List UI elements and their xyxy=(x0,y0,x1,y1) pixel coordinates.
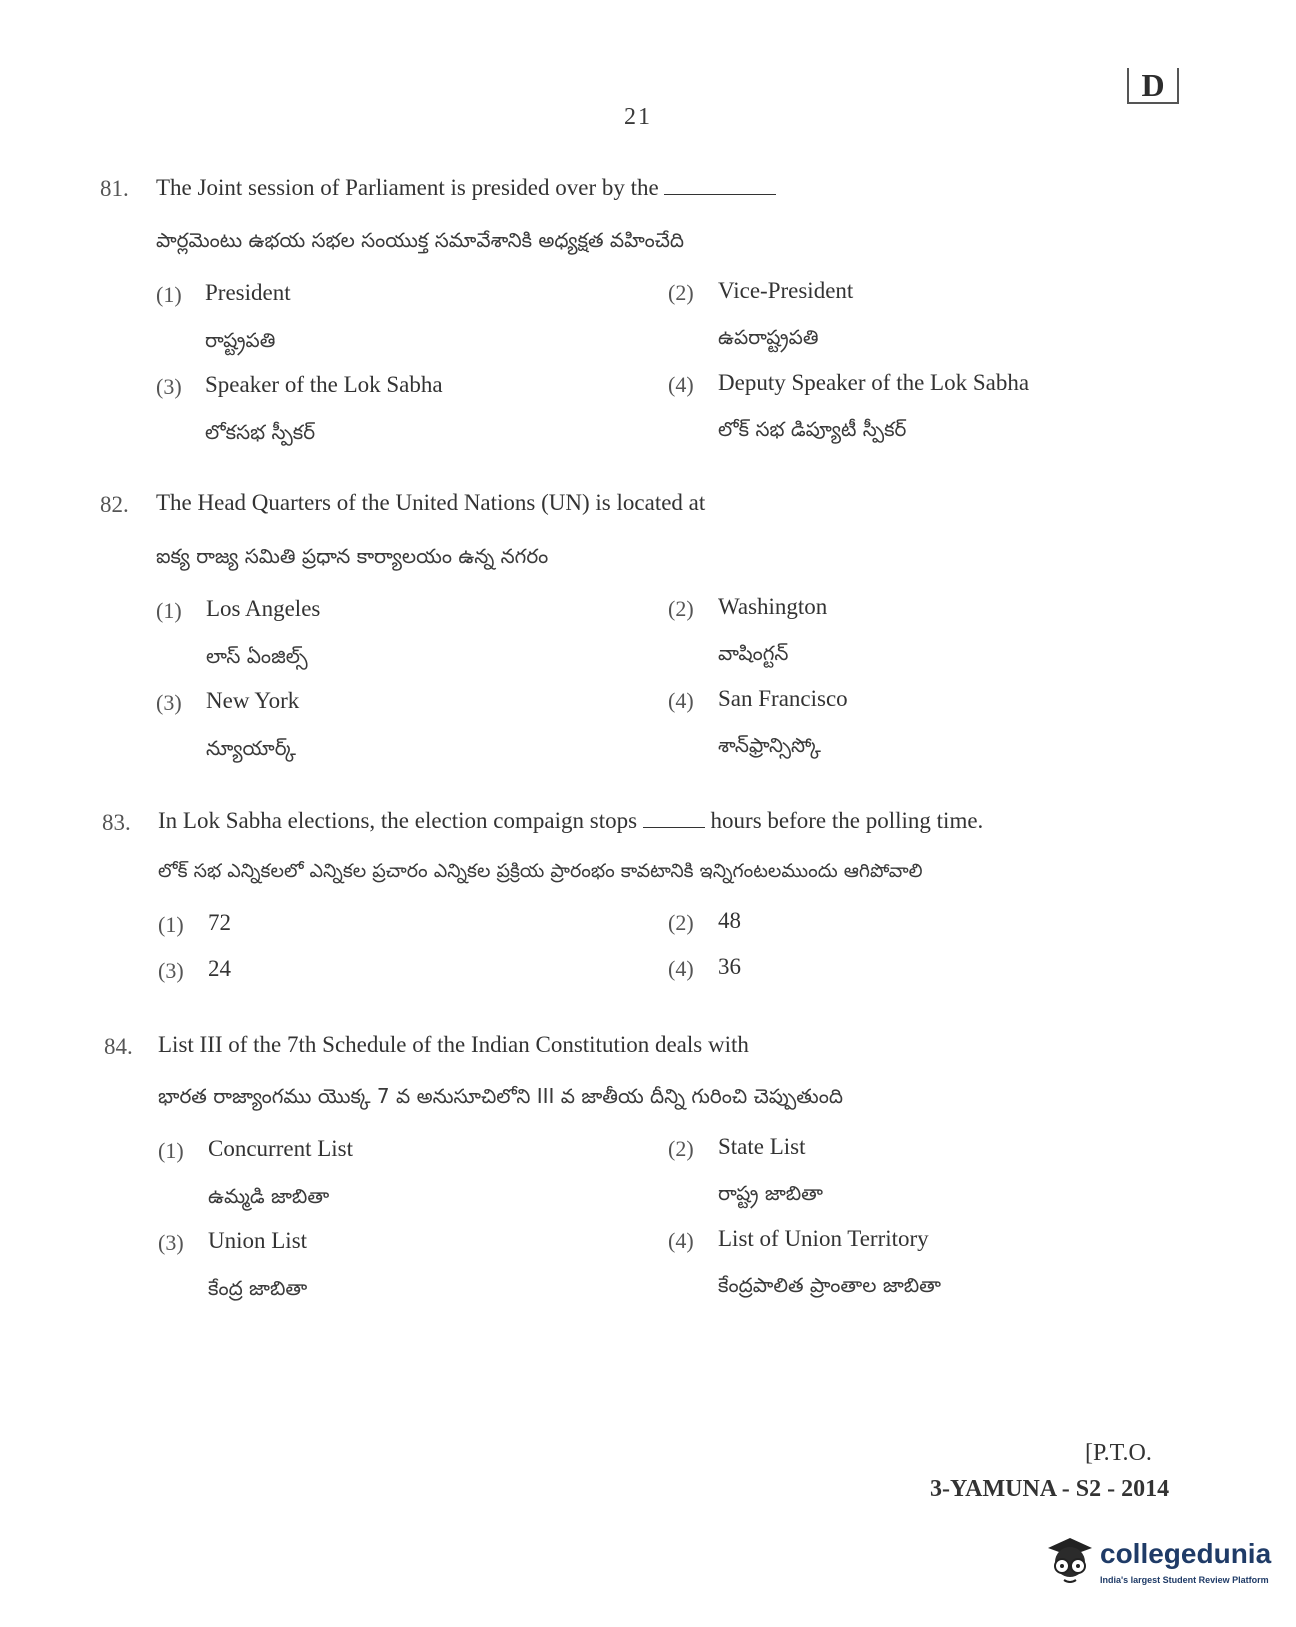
option-number: (1) xyxy=(158,1138,184,1163)
option-number: (2) xyxy=(668,1136,694,1161)
question-text: The Head Quarters of the United Nations (UN) is located at xyxy=(156,490,706,515)
pto-label: [P.T.O. xyxy=(1085,1440,1152,1466)
option-telugu: లాస్ ఏంజిల్స్ xyxy=(206,644,308,668)
question-text-part: hours before the polling time. xyxy=(710,808,984,833)
option-telugu: కేంద్రపాలిత ప్రాంతాల జాబితా xyxy=(718,1273,942,1297)
option-number: (3) xyxy=(156,690,182,715)
option-number: (4) xyxy=(668,688,694,713)
option-telugu: శాన్‌ఫ్రాన్సిస్కో xyxy=(718,733,821,757)
paper-series-code: 3-YAMUNA - S2 - 2014 xyxy=(930,1476,1170,1502)
option-telugu: రాష్ట్ర జాబితా xyxy=(718,1181,824,1205)
option-telugu: లోకసభ స్పీకర్ xyxy=(205,420,316,444)
option-number: (2) xyxy=(668,596,694,621)
option-number: (2) xyxy=(668,280,694,305)
option-number: (1) xyxy=(156,598,182,623)
option-text: 36 xyxy=(718,954,741,979)
option-text: Deputy Speaker of the Lok Sabha xyxy=(718,370,1030,395)
option-number: (1) xyxy=(156,282,182,307)
option-telugu: ఉపరాష్ట్రపతి xyxy=(718,325,819,349)
option-text: San Francisco xyxy=(718,686,848,711)
blank-line xyxy=(664,176,776,195)
option-telugu: లోక్ సభ డిప్యూటీ స్పీకర్ xyxy=(718,417,907,441)
page-number: 21 xyxy=(624,104,652,130)
question-text xyxy=(158,808,983,834)
question-text xyxy=(156,175,776,201)
option-number: (2) xyxy=(668,910,694,935)
option-number: (3) xyxy=(158,1230,184,1255)
question-telugu: పార్లమెంటు ఉభయ సభల సంయుక్త సమావేశానికి అధ్యక్షత వహించేది xyxy=(156,228,685,252)
option-text: 72 xyxy=(208,910,231,935)
option-text: 48 xyxy=(718,908,741,933)
option-text: Concurrent List xyxy=(208,1136,353,1161)
option-text: Los Angeles xyxy=(206,596,321,621)
option-text: President xyxy=(205,280,291,305)
logo-tagline: India's largest Student Review Platform xyxy=(1100,1575,1269,1585)
option-text: State List xyxy=(718,1134,806,1159)
question-number: 81. xyxy=(100,176,129,201)
option-number: (4) xyxy=(668,1228,694,1253)
option-text: Speaker of the Lok Sabha xyxy=(205,372,443,397)
option-number: (3) xyxy=(158,958,184,983)
question-text-part: The Joint session of Parliament is presided over by the xyxy=(156,175,659,200)
blank-line xyxy=(643,809,705,828)
question-text: List III of the 7th Schedule of the Indian Constitution deals with xyxy=(158,1032,749,1057)
option-text: Vice-President xyxy=(718,278,854,303)
option-text: 24 xyxy=(208,956,231,981)
option-number: (1) xyxy=(158,912,184,937)
option-text: Union List xyxy=(208,1228,308,1253)
option-telugu: న్యూయార్క్ xyxy=(206,736,296,760)
option-number: (3) xyxy=(156,374,182,399)
option-text: Washington xyxy=(718,594,828,619)
question-text-part: In Lok Sabha elections, the election compaign stops xyxy=(158,808,638,833)
option-number: (4) xyxy=(668,956,694,981)
option-telugu: వాషింగ్టన్ xyxy=(718,641,789,665)
option-text: List of Union Territory xyxy=(718,1226,929,1251)
question-telugu: భారత రాజ్యాంగము యొక్క 7 వ అనుసూచిలోని III వ జాతీయ దీన్ని గురించి చెప్పుతుంది xyxy=(158,1084,843,1108)
option-telugu: కేంద్ర జాబితా xyxy=(208,1276,308,1300)
question-number: 83. xyxy=(102,810,131,835)
booklet-code: D xyxy=(1127,68,1179,104)
collegedunia-mascot-icon xyxy=(1040,1532,1098,1595)
option-telugu: రాష్ట్రపతి xyxy=(205,328,276,352)
question-telugu: ఐక్య రాజ్య సమితి ప్రధాన కార్యాలయం ఉన్న నగరం xyxy=(156,544,549,568)
question-telugu: లోక్ సభ ఎన్నికలలో ఎన్నికల ప్రచారం ఎన్నికల ప్రక్రియ ప్రారంభం కావటానికి ఇన్నిగంటలముందు ఆగిపోవాలి xyxy=(158,860,923,882)
option-text: New York xyxy=(206,688,300,713)
question-number: 84. xyxy=(104,1034,133,1059)
logo-wordmark: collegedunia xyxy=(1100,1538,1272,1569)
option-number: (4) xyxy=(668,372,694,397)
option-telugu: ఉమ్మడి జాబితా xyxy=(208,1184,330,1208)
question-number: 82. xyxy=(100,492,129,517)
